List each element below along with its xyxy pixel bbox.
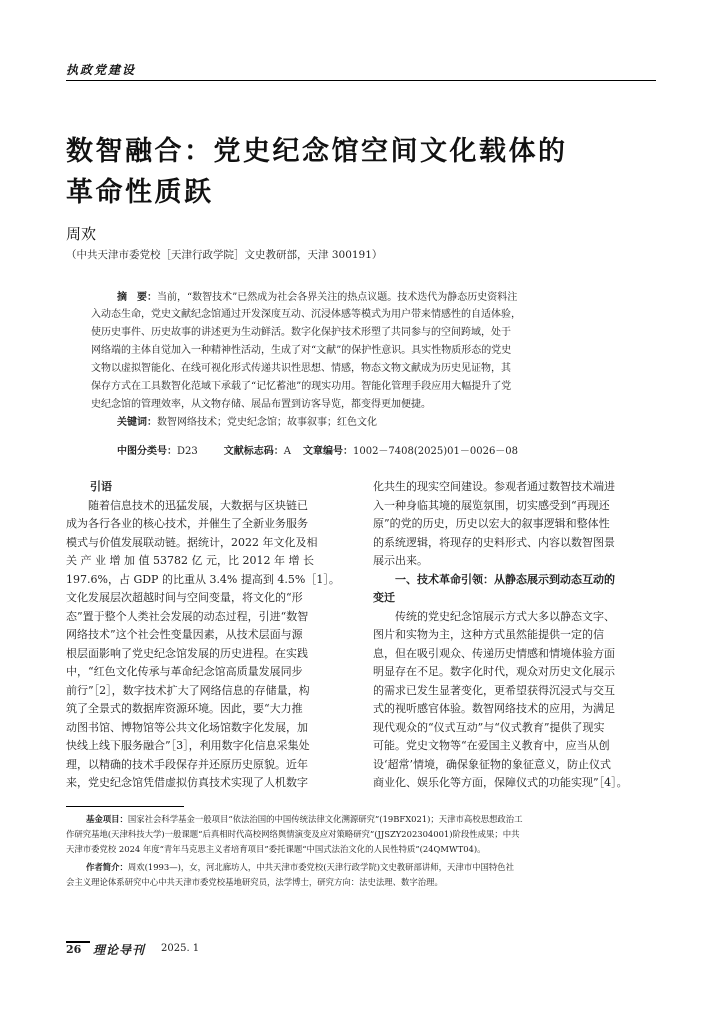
author-affiliation: （中共天津市委党校［天津行政学院］文史教研部，天津 300191） xyxy=(66,249,383,261)
body-line: 关 产 业 增 加 值 53782 亿 元，比 2012 年 增 长 xyxy=(66,554,314,567)
body-line: 随着信息技术的迅猛发展，大数据与区块链已 xyxy=(88,498,308,512)
author-bio-label: 作者简介： xyxy=(86,862,128,872)
fund-label: 基金项目： xyxy=(86,814,128,824)
body-line: 入一种身临其境的展览氛围，切实感受到“再现还 xyxy=(373,498,610,512)
body-line: 197.6%，占 GDP 的比重从 3.4% 提高到 4.5%［1］。 xyxy=(66,572,340,586)
body-left-column xyxy=(66,478,346,793)
fund-line: 天津市委党校 2024 年度“青年马克思主义者培育项目”委托课题“中国式法治文化的人民性特质”(24QMWT04)。 xyxy=(66,844,486,854)
section-heading-1-cont: 变迁 xyxy=(373,591,395,604)
doc-code-label: 文献标志码： xyxy=(223,446,284,457)
journal-issue: 2025. 1 xyxy=(161,943,200,954)
fund-text: 国家社会科学基金一般项目“依法治国的中国传统法律文化溯源研究”(19BFX021)；天津市高校思想政治工 xyxy=(127,814,523,824)
body-line: 设‘超常’情境，确保象征物的象征意义，防止仪式 xyxy=(373,757,611,771)
abstract-line: 史纪念馆的管理效率，从文物存储、展品布置到访客导览，都变得更加便捷。 xyxy=(91,399,431,410)
body-line: 前行”［2］，数字技术扩大了网络信息的存储量，构 xyxy=(66,683,310,697)
doc-code-value: A xyxy=(283,446,291,457)
article-number-value: 1002－7408(2025)01－0026－08 xyxy=(352,446,519,457)
classification-row xyxy=(117,442,518,457)
body-line: 展示出来。 xyxy=(373,554,428,567)
abstract-line xyxy=(91,289,631,306)
abstract-line: 使历史事件、历史故事的讲述更为生动鲜活。数字化保护技术形塑了共同参与的空间跨域，处于 xyxy=(91,327,511,338)
body-line: 息，但在吸引观众、传递历史情感和情境体验方面 xyxy=(373,646,615,660)
abstract-line: 保存方式在工具数智化范域下承载了“记忆蓄池”的现实功用。智能化管理手段应用大幅提升了党 xyxy=(91,381,512,392)
article-title-line-1: 数智融合：党史纪念馆空间文化载体的 xyxy=(66,136,568,167)
keywords-line xyxy=(117,414,657,431)
article-title-line-2: 革命性质跃 xyxy=(66,177,214,208)
body-line: 式的视听感官体验。数智网络技术的应用，为满足 xyxy=(373,702,615,715)
body-line: 现代观众的“仪式互动”与“仪式教育”提供了现实 xyxy=(373,720,605,734)
page-number: 26 xyxy=(66,943,82,956)
abstract-text: 当前，“数智技术”已然成为社会各界关注的热点议题。技术迭代为静态历史资料注 xyxy=(157,292,518,303)
fund-line xyxy=(66,812,658,827)
body-line: 图片和实物为主，这种方式虽然能提供一定的信 xyxy=(373,628,604,641)
body-line: 可能。党史文物等“在爱国主义教育中，应当从创 xyxy=(373,739,610,752)
body-line: 商业化、娱乐化等方面，保障仪式的功能实现”［4］。 xyxy=(373,776,628,789)
body-line: 理，以精确的技术手段保存并还原历史原貌。近年 xyxy=(66,757,308,771)
abstract-line: 入动态生命，党史文献纪念馆通过开发深度互动、沉浸体感等模式为用户带来情感性的自适体验， xyxy=(91,309,521,320)
abstract-line: 文物以虚拟智能化、在线可视化形式传递共识性思想、情感，物态文物文献成为历史见证物，其 xyxy=(91,363,511,374)
abstract-line: 网络端的主体自觉加入一种精神性活动，生成了对“文献”的保护性意识。具实性物质形态的党史 xyxy=(91,345,512,356)
body-line: 快线上线下服务融合”［3］，利用数字化信息采集处 xyxy=(66,739,310,752)
author-name: 周欢 xyxy=(66,225,97,243)
body-line: 筑了全景式的数据库资源环境。因此，要“大力推 xyxy=(66,702,303,715)
body-line: 态”置于整个人类社会发展的动态过程，引进“数智 xyxy=(66,609,309,623)
keywords-text: 数智网络技术；党史纪念馆；故事叙事；红色文化 xyxy=(157,417,377,428)
fund-line: 作研究基地(天津科技大学)一般课题“后真相时代高校网络舆情演变及应对策略研究”(JJSZY202304001)阶段性成果；中共 xyxy=(66,829,520,839)
section-heading-intro: 引语 xyxy=(90,480,112,493)
clc-value: D23 xyxy=(177,446,198,457)
footnote-rule xyxy=(66,806,184,807)
clc-label: 中图分类号： xyxy=(117,446,177,457)
body-line: 中，“红色文化传承与革命纪念馆高质量发展同步 xyxy=(66,665,303,678)
journal-name: 理论导刊 xyxy=(93,943,146,957)
header-rule xyxy=(66,80,656,81)
section-tag: 执政党建设 xyxy=(66,63,137,77)
abstract-label: 摘 要： xyxy=(117,292,157,303)
body-line: 的系统逻辑，将现存的史料形式、内容以数智图景 xyxy=(373,535,615,549)
body-line: 文化发展层次超越时间与空间变量，将文化的“形 xyxy=(66,591,303,604)
body-right-column xyxy=(373,478,653,793)
body-line: 模式与价值发展联动链。据统计，2022 年文化及相 xyxy=(66,535,318,549)
body-line: 网络技术”这个社会性变量因素，从技术层面与源 xyxy=(66,628,303,641)
body-line: 明显存在不足。数字化时代，观众对历史文化展示 xyxy=(373,665,615,678)
body-line: 来，党史纪念馆凭借虚拟仿真技术实现了人机数字 xyxy=(66,776,308,789)
body-line: 化共生的现实空间建设。参观者通过数智技术端进 xyxy=(373,480,615,493)
section-heading-1: 一、技术革命引领：从静态展示到动态互动的 xyxy=(395,572,615,586)
keywords-label: 关键词： xyxy=(117,417,157,428)
body-line: 动图书馆、博物馆等公共文化场馆数字化发展，加 xyxy=(66,720,308,734)
author-bio-line: 会主义理论体系研究中心中共天津市委党校基地研究员，法学博士，研究方向：法史法理、数字治理。 xyxy=(66,877,443,887)
body-line: 根层面影响了党史纪念馆发展的历史进程。在实践 xyxy=(66,646,308,660)
body-line: 传统的党史纪念馆展示方式大多以静态文字、 xyxy=(395,609,615,623)
body-line: 原”的党的历史，历史以宏大的叙事逻辑和整体性 xyxy=(373,517,610,530)
author-bio-text: 周欢(1993—)，女，河北廊坊人，中共天津市委党校(天津行政学院)文史教研部讲师，天津市中国特色社 xyxy=(127,862,515,872)
body-line: 的需求已发生显著变化，更希望获得沉浸式与交互 xyxy=(373,683,615,697)
article-number-label: 文章编号： xyxy=(302,446,353,457)
body-line: 成为各行各业的核心技术，并催生了全新业务服务 xyxy=(66,517,308,530)
author-bio-line xyxy=(66,860,658,875)
